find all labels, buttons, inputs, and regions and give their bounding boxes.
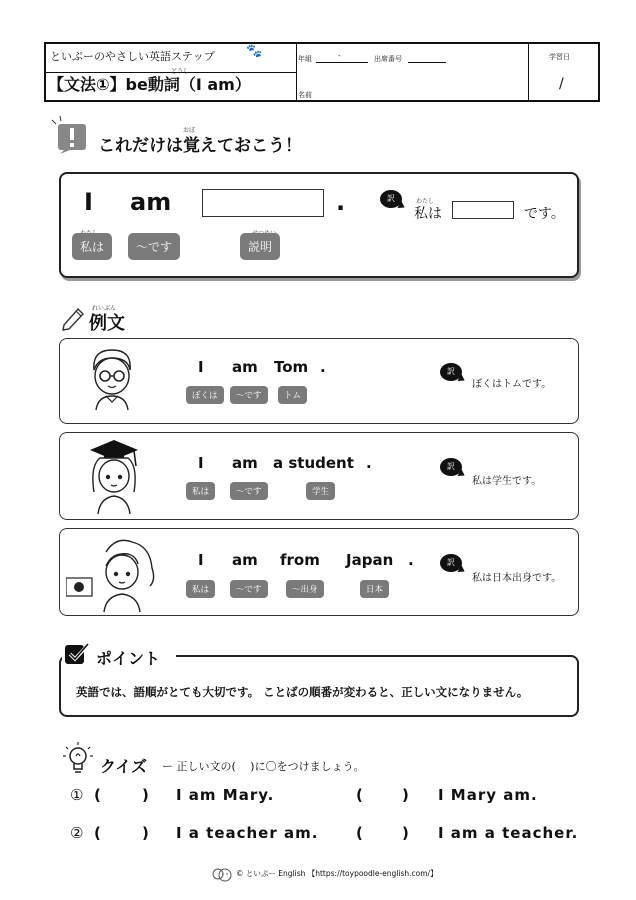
ex1-word-tom: Tom <box>274 358 309 376</box>
quiz2-paren-close-b: ) <box>402 824 409 842</box>
section1-heading-ruby: おぼ <box>183 127 196 134</box>
lightbulb-icon <box>62 742 96 782</box>
rule-jp-desu: です。 <box>524 206 565 222</box>
quiz-instruction: ー 正しい文の( )に〇をつけましょう。 <box>162 760 365 773</box>
examples-heading-ruby: れいぶん <box>92 305 117 312</box>
date-label: 学習日 <box>549 53 570 61</box>
series-title: といぷーのやさしい英語ステップ <box>50 50 215 63</box>
ex2-chip-2: 〜です <box>230 482 268 500</box>
ex1-word-dot: . <box>320 358 326 376</box>
name-label: 名前 <box>298 91 312 99</box>
number-field[interactable] <box>408 62 446 63</box>
ex3-translate-icon: 訳 <box>440 554 462 572</box>
footer-text: © といぷー English 【https://toypoodle-english.com/】 <box>236 869 438 878</box>
quiz1-answer-slot-b[interactable] <box>368 786 398 806</box>
lesson-title-ruby: どうし <box>171 68 190 75</box>
ex2-word-i: I <box>198 454 204 472</box>
date-slash: / <box>559 76 564 92</box>
quiz-heading: クイズ <box>100 757 148 776</box>
ex3-chip-1: 私は <box>186 580 215 598</box>
quiz2-number: ② <box>70 824 84 842</box>
ex3-word-i: I <box>198 551 204 569</box>
exclamation-icon <box>50 114 90 158</box>
ex3-chip-3: 〜出身 <box>286 580 324 598</box>
quiz2-paren-close-a: ) <box>142 824 149 842</box>
quiz1-option-a: I am Mary. <box>176 786 275 804</box>
paw-icon: 🐾 <box>246 44 263 59</box>
quiz1-option-b: I Mary am. <box>438 786 538 804</box>
ex1-word-am: am <box>232 358 258 376</box>
rule-chip-desu: 〜です <box>128 233 180 260</box>
ex3-word-japan: Japan <box>346 551 394 569</box>
quiz1-number: ① <box>70 786 84 804</box>
ex2-word-student: a student <box>273 454 354 472</box>
avatar-girl-with-japan-flag <box>66 534 162 618</box>
rule-dot: . <box>336 188 346 216</box>
checkbox-icon <box>64 642 90 670</box>
quiz1-paren-close-b: ) <box>402 786 409 804</box>
quiz2-option-b: I am a teacher. <box>438 824 579 842</box>
ex3-word-dot: . <box>408 551 414 569</box>
pencil-icon <box>60 303 88 335</box>
rule-jp-blank-box[interactable] <box>452 201 514 219</box>
ex1-translation: ぼくはトムです。 <box>472 379 552 390</box>
quiz1-paren-open-a: ( <box>94 786 101 804</box>
point-text: 英語では、語順がとても大切です。 ことばの順番が変わると、正しい文になりません。 <box>76 685 529 699</box>
ex1-chip-3: トム <box>278 386 307 404</box>
rule-chip-watashi: 私は <box>72 233 112 260</box>
grade-dash: - <box>338 52 341 60</box>
quiz1-paren-close-a: ) <box>142 786 149 804</box>
ex1-chip-2: 〜です <box>230 386 268 404</box>
avatar-girl-graduation-cap <box>84 436 144 520</box>
ex2-chip-1: 私は <box>186 482 215 500</box>
ex3-word-am: am <box>232 551 258 569</box>
ex1-chip-1: ぼくは <box>186 386 224 404</box>
watashi-ruby: わたし <box>416 198 435 205</box>
rule-word-i: I <box>84 188 93 216</box>
number-label: 出席番号 <box>374 55 402 63</box>
poodle-logo-icon <box>210 866 234 886</box>
quiz2-answer-slot-b[interactable] <box>368 824 398 844</box>
quiz2-paren-open-b: ( <box>356 824 363 842</box>
quiz1-answer-slot-a[interactable] <box>106 786 136 806</box>
quiz2-paren-open-a: ( <box>94 824 101 842</box>
ex2-translation: 私は学生です。 <box>472 476 542 487</box>
translate-icon: 訳 <box>380 190 402 208</box>
rule-jp-watashi: 私は <box>414 206 442 222</box>
rule-chip-setsumei: 説明 <box>240 233 280 260</box>
rule-blank-box[interactable] <box>202 189 324 217</box>
quiz2-option-a: I a teacher am. <box>176 824 319 842</box>
quiz2-answer-slot-a[interactable] <box>106 824 136 844</box>
ex2-word-am: am <box>232 454 258 472</box>
lesson-title: 【文法①】be動詞（I am） <box>48 75 251 94</box>
ex2-chip-3: 学生 <box>306 482 335 500</box>
section1-heading: これだけは覚えておこう！ <box>98 136 302 156</box>
ex1-word-i: I <box>198 358 204 376</box>
ex2-word-dot: . <box>366 454 372 472</box>
ex2-translate-icon: 訳 <box>440 458 462 476</box>
ex3-chip-4: 日本 <box>360 580 389 598</box>
ex3-word-from: from <box>280 551 320 569</box>
ex3-translation: 私は日本出身です。 <box>472 573 562 584</box>
examples-heading: 例文 <box>89 313 125 334</box>
grade-field[interactable] <box>316 62 368 63</box>
avatar-boy-with-glasses <box>84 344 140 418</box>
point-heading: ポイント <box>96 649 161 668</box>
rule-word-am: am <box>130 188 172 216</box>
ex1-translate-icon: 訳 <box>440 363 462 381</box>
ex3-chip-2: 〜です <box>230 580 268 598</box>
grade-label: 年組 <box>298 55 312 63</box>
quiz1-paren-open-b: ( <box>356 786 363 804</box>
